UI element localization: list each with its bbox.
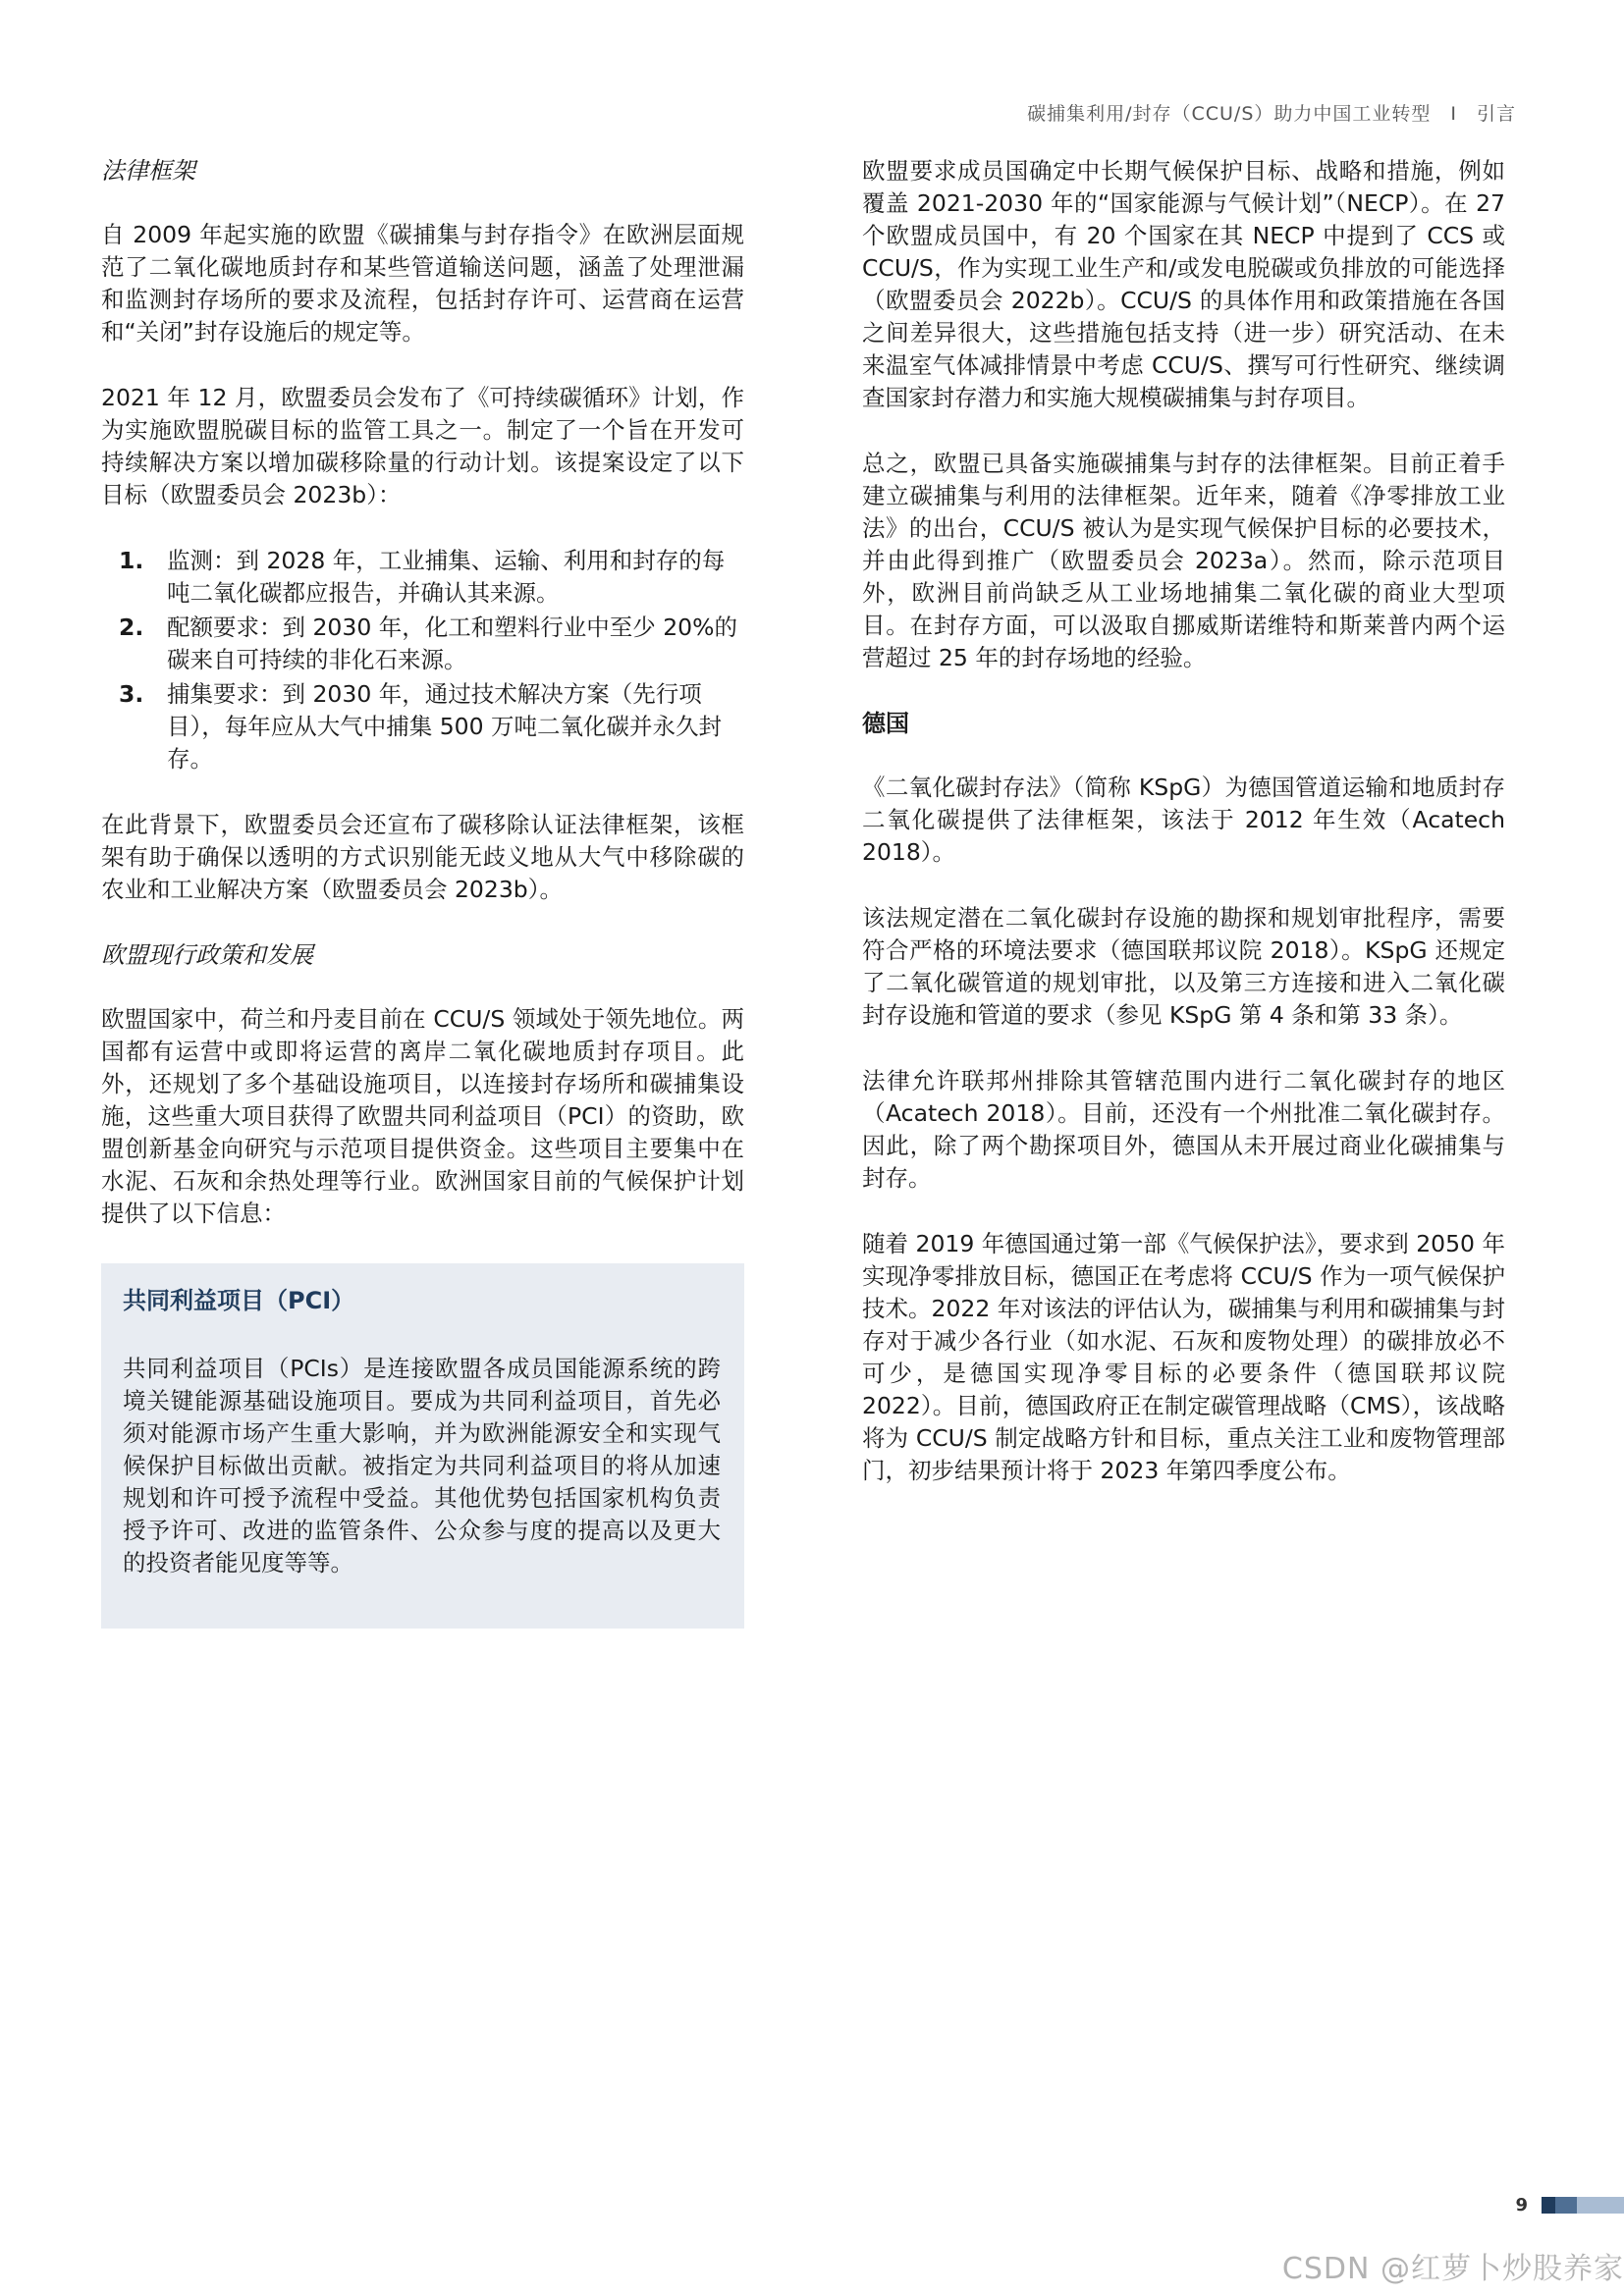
summary-paragraph: 总之，欧盟已具备实施碳捕集与封存的法律框架。目前正着手建立碳捕集与利用的法律框架。近年来，随着《净零排放工业法》的出台，CCU/S 被认为是实现气候保护目标的必要技术，并由此得到推广（欧盟委员会 2023a）。然而，除示范项目外，欧洲目前尚缺乏从工业场地捕集二氧化碳的商业大型项目。在封存方面，可以汲取自挪威斯诺维特和斯莱普内两个运营超过 25 年的封存场地的经验。 <box>862 450 1505 671</box>
page-decoration-bar <box>1542 2197 1624 2214</box>
running-header: 碳捕集利用/封存（CCU/S）助力中国工业转型 I 引言 <box>1027 103 1516 125</box>
list-number: 2. <box>119 614 144 641</box>
list-item <box>101 678 744 775</box>
legal-framework-heading: 法律框架 <box>101 157 195 185</box>
certification-paragraph: 在此背景下，欧盟委员会还宣布了碳移除认证法律框架，该框架有助于确保以透明的方式识别能无歧义地从大气中移除碳的农业和工业解决方案（欧盟委员会 2023b）。 <box>101 811 744 903</box>
list-item <box>101 612 744 676</box>
list-text: 捕集要求：到 2030 年，通过技术解决方案（先行项目），每年应从大气中捕集 500 万吨二氧化碳并永久封存。 <box>167 680 723 773</box>
eu-policy-heading: 欧盟现行政策和发展 <box>101 941 313 969</box>
pci-callout-title: 共同利益项目（PCI） <box>123 1287 355 1314</box>
pci-callout-body: 共同利益项目（PCIs）是连接欧盟各成员国能源系统的跨境关键能源基础设施项目。要成为共同利益项目，首先必须对能源市场产生重大影响，并为欧洲能源安全和实现气候保护目标做出贡献。被指定为共同利益项目的将从加速规划和许可授予流程中受益。其他优势包括国家机构负责授予许可、改进的监管条件、公众参与度的提高以及更大的投资者能见度等等。 <box>123 1355 721 1576</box>
regulation-paragraph: 该法规定潜在二氧化碳封存设施的勘探和规划审批程序，需要符合严格的环境法要求（德国联邦议院 2018）。KSpG 还规定了二氧化碳管道的规划审批，以及第三方连接和进入二氧化碳封存设施和管道的要求（参见 KSpG 第 4 条和第 33 条）。 <box>862 904 1505 1029</box>
targets-list <box>101 545 744 775</box>
eu-policy-paragraph: 欧盟国家中，荷兰和丹麦目前在 CCU/S 领域处于领先地位。两国都有运营中或即将运营的离岸二氧化碳地质封存项目。此外，还规划了多个基础设施项目，以连接封存场所和碳捕集设施，这些重大项目获得了欧盟共同利益项目（PCI）的资助，欧盟创新基金向研究与示范项目提供资金。这些项目主要集中在水泥、石灰和余热处理等行业。欧洲国家目前的气候保护计划提供了以下信息： <box>101 1005 744 1227</box>
germany-heading: 德国 <box>862 710 909 737</box>
watermark: CSDN @红萝卜炒股养家 <box>1281 2252 1624 2286</box>
list-number: 3. <box>119 680 144 708</box>
ccs-directive-paragraph: 自 2009 年起实施的欧盟《碳捕集与封存指令》在欧洲层面规范了二氧化碳地质封存和某些管道输送问题，涵盖了处理泄漏和监测封存场所的要求及流程，包括封存许可、运营商在运营和“关闭”封存设施后的规定等。 <box>101 221 744 346</box>
bar-segment <box>1555 2197 1577 2214</box>
bar-segment <box>1577 2197 1624 2214</box>
page-number: 9 <box>1515 2195 1528 2216</box>
kspg-paragraph: 《二氧化碳封存法》（简称 KSpG）为德国管道运输和地质封存二氧化碳提供了法律框架，该法于 2012 年生效（Acatech 2018）。 <box>862 774 1505 866</box>
list-item <box>101 545 744 610</box>
list-number: 1. <box>119 547 144 574</box>
climate-law-paragraph: 随着 2019 年德国通过第一部《气候保护法》，要求到 2050 年实现净零排放目标，德国正在考虑将 CCU/S 作为一项气候保护技术。2022 年对该法的评估认为，碳捕集与利用和碳捕集与封存对于减少各行业（如水泥、石灰和废物处理）的碳排放必不可少，是德国实现净零目标的必要条件（德国联邦议院 2022）。目前，德国政府正在制定碳管理战略（CMS），该战略将为 CCU/S 制定战略方针和目标，重点关注工业和废物管理部门，初步结果预计将于 2023 年第四季度公布。 <box>862 1230 1505 1484</box>
federal-states-paragraph: 法律允许联邦州排除其管辖范围内进行二氧化碳封存的地区（Acatech 2018）。目前，还没有一个州批准二氧化碳封存。因此，除了两个勘探项目外，德国从未开展过商业化碳捕集与封存。 <box>862 1067 1505 1192</box>
right-column <box>862 155 1505 1521</box>
carbon-cycle-paragraph: 2021 年 12 月，欧盟委员会发布了《可持续碳循环》计划，作为实施欧盟脱碳目标的监管工具之一。制定了一个旨在开发可持续解决方案以增加碳移除量的行动计划。该提案设定了以下目标（欧盟委员会 2023b）： <box>101 384 744 508</box>
left-column <box>101 155 744 1629</box>
pci-callout-box <box>101 1263 744 1629</box>
list-text: 监测：到 2028 年，工业捕集、运输、利用和封存的每吨二氧化碳都应报告，并确认其来源。 <box>167 547 726 607</box>
bar-segment <box>1542 2197 1555 2214</box>
member-states-paragraph: 欧盟要求成员国确定中长期气候保护目标、战略和措施，例如覆盖 2021-2030 年的“国家能源与气候计划”（NECP）。在 27 个欧盟成员国中，有 20 个国家在其 NECP 中提到了 CCS 或 CCU/S，作为实现工业生产和/或发电脱碳或负排放的可能选择（欧盟委员会 2022b）。CCU/S 的具体作用和政策措施在各国之间差异很大，这些措施包括支持（进一步）研究活动、在未来温室气体减排情景中考虑 CCU/S、撰写可行性研究、继续调查国家封存潜力和实施大规模碳捕集与封存项目。 <box>862 157 1505 411</box>
list-text: 配额要求：到 2030 年，化工和塑料行业中至少 20%的碳来自可持续的非化石来源。 <box>167 614 737 673</box>
